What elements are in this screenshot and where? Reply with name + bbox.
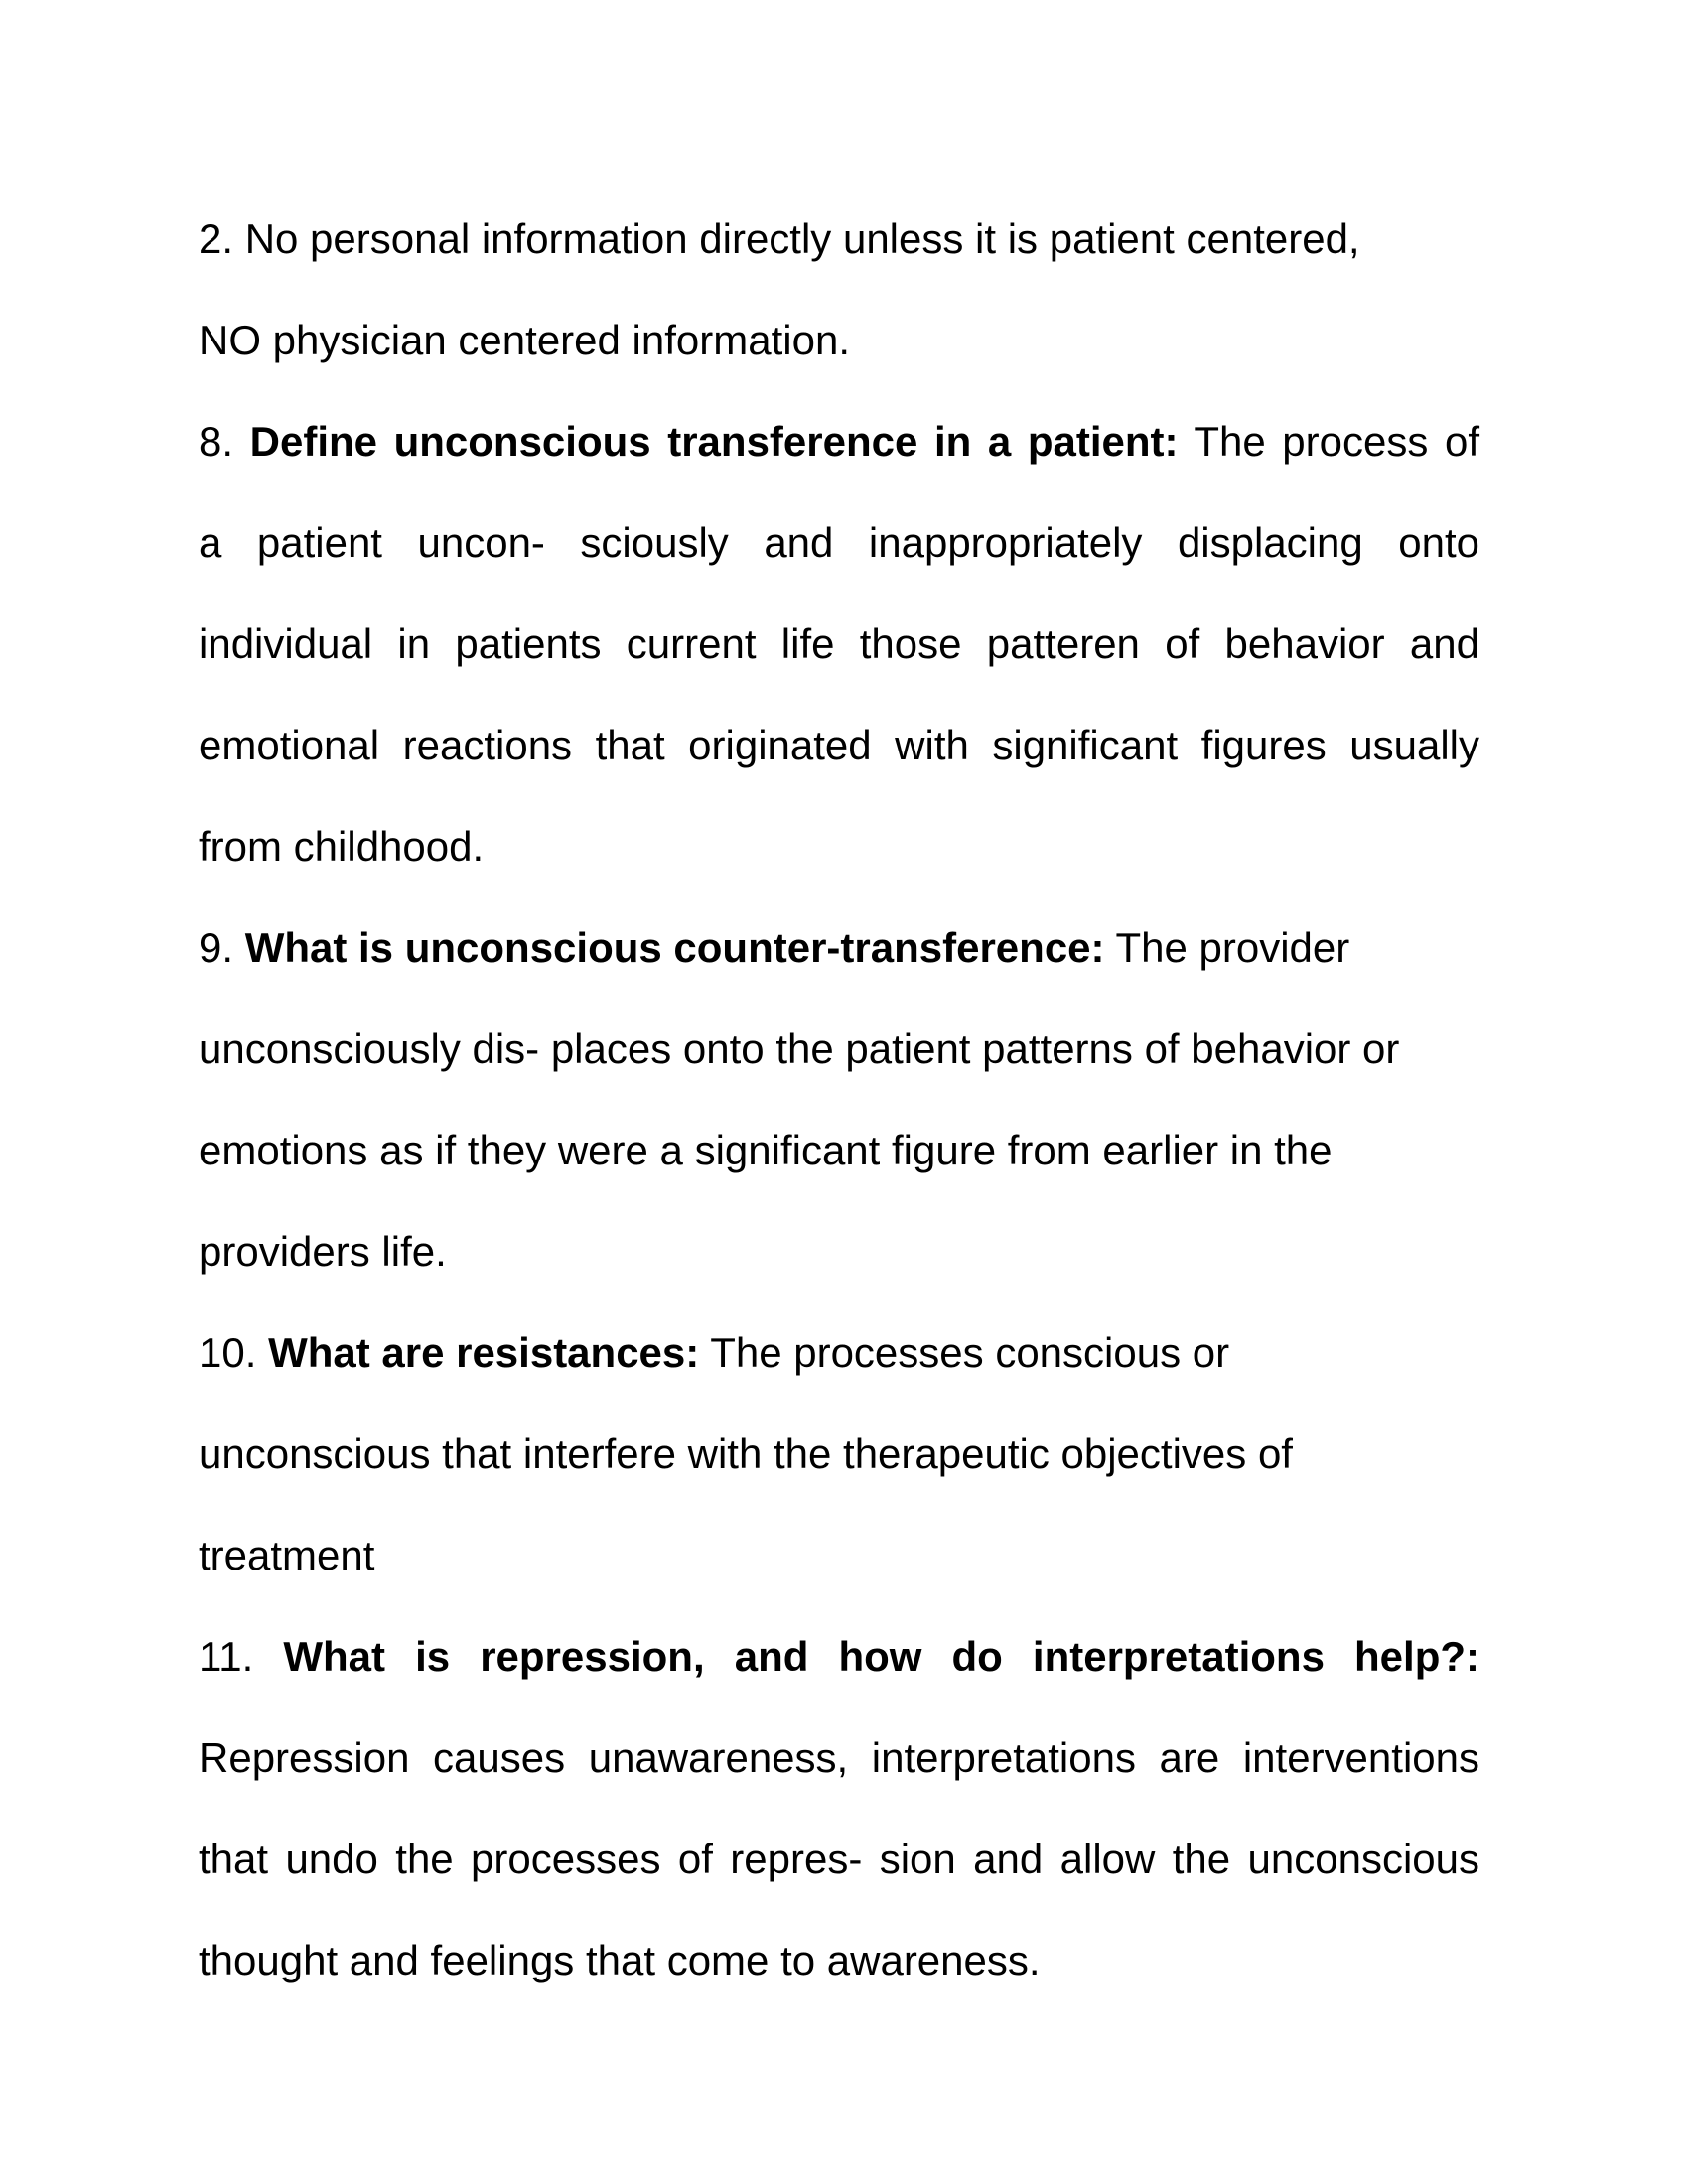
item-8 [199,391,1479,897]
item-9 [199,897,1479,1302]
text-line: thought and feelings that come to awareness. [199,1937,1041,1983]
text-line: emotional reactions that originated with significant figures usually [199,722,1479,768]
text-line: that undo the processes of repres- sion and allow the unconscious [199,1836,1479,1882]
question-line [199,1606,1479,1707]
question-heading: What is unconscious counter-transference: [244,924,1105,971]
question-heading: What is repression, and how do interpretations help?: [283,1633,1480,1680]
text-line: Repression causes unawareness, interpretations are interventions [199,1734,1479,1781]
item-10 [199,1302,1479,1606]
text-line: unconscious that interfere with the therapeutic objectives of [199,1431,1293,1477]
document-page [199,189,1479,2011]
text-line: individual in patients current life those patteren of behavior and [199,620,1479,667]
question-line [199,1302,1479,1404]
question-line [199,897,1479,999]
item-number: 9. [199,924,234,971]
answer-start: The process of [1194,418,1479,465]
item-number: 10. [199,1329,257,1376]
text-line: emotions as if they were a significant figure from earlier in the [199,1127,1333,1173]
text-line: 2. No personal information directly unless it is patient centered, [199,215,1360,262]
text-line: unconsciously dis- places onto the patient patterns of behavior or [199,1025,1400,1072]
answer-start: The processes conscious or [710,1329,1230,1376]
text-line: treatment [199,1532,375,1578]
text-line: providers life. [199,1228,447,1275]
answer-start: The provider [1115,924,1350,971]
question-line [199,391,1479,492]
item-number: 8. [199,418,234,465]
item-11 [199,1606,1479,2011]
question-heading: Define unconscious transference in a patient: [249,418,1179,465]
item-number: 11. [199,1633,254,1680]
text-line: a patient uncon- sciously and inappropriately displacing onto [199,519,1479,566]
question-heading: What are resistances: [268,1329,700,1376]
text-line: NO physician centered information. [199,317,850,363]
text-line: from childhood. [199,823,485,870]
item-2 [199,189,1479,391]
